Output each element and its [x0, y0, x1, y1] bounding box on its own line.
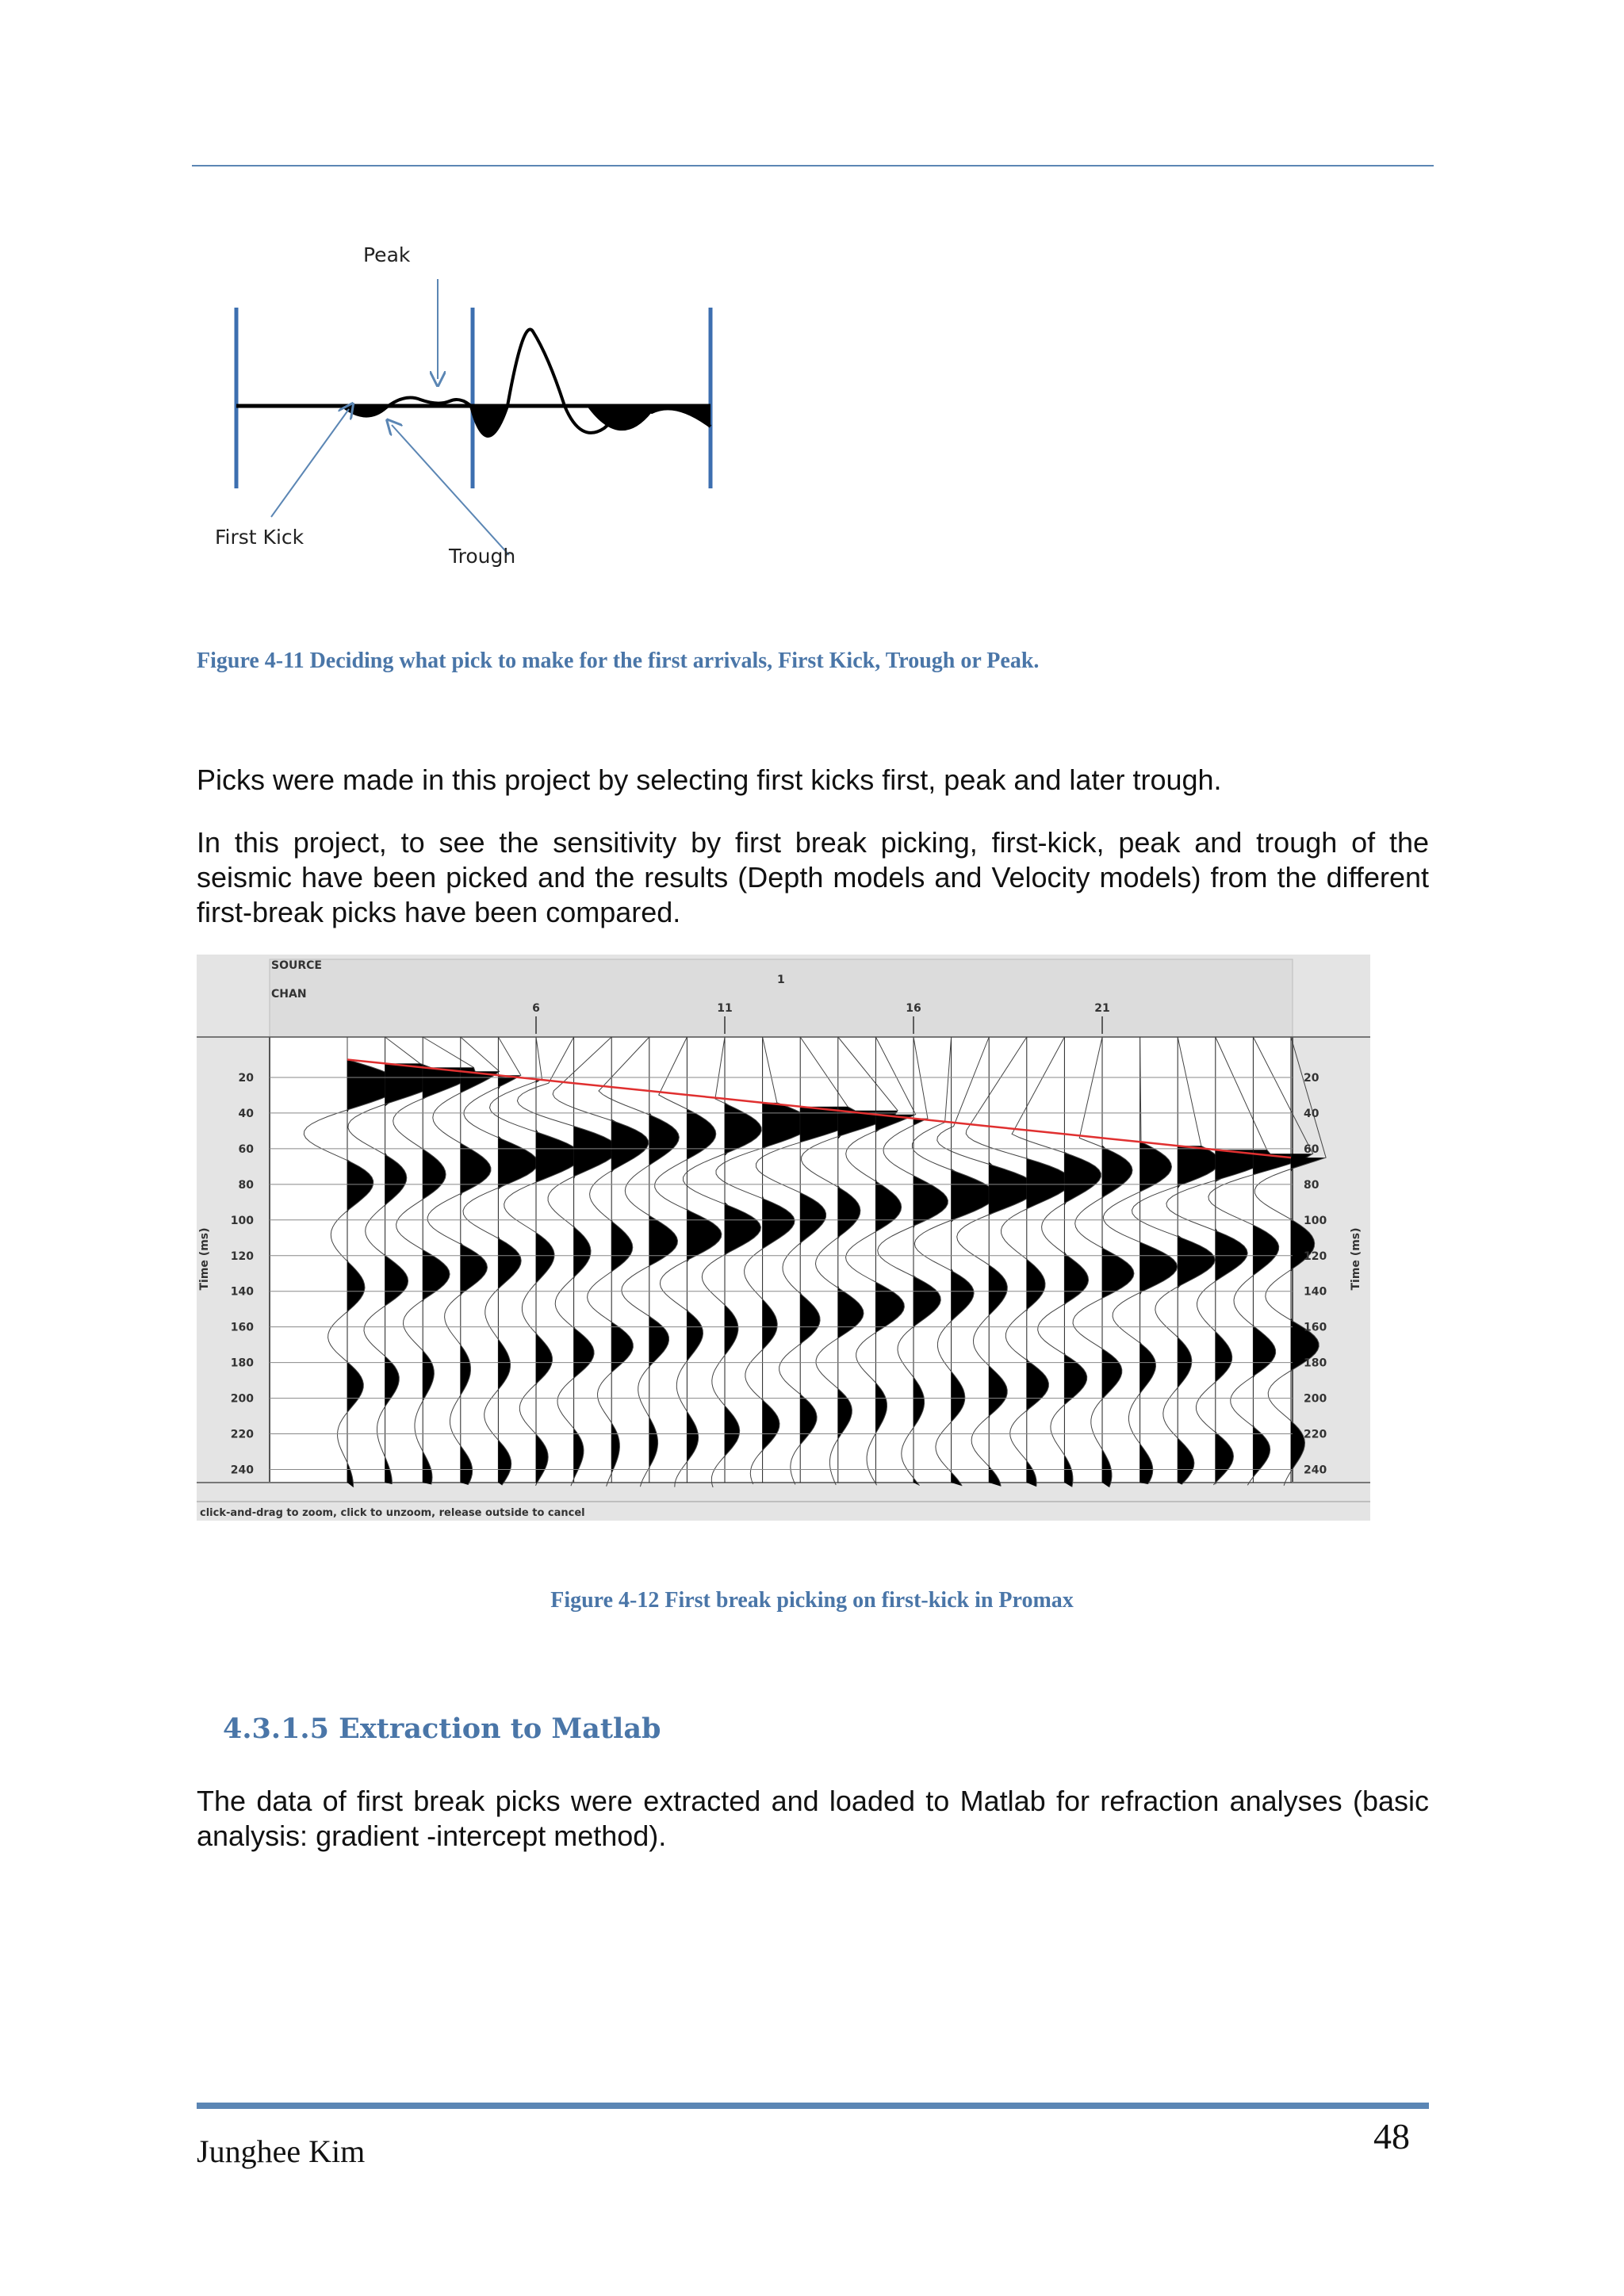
- figure-seismic-picking: [197, 955, 1370, 1521]
- time-tick-right: 180: [1304, 1357, 1327, 1370]
- paragraph-1: Picks were made in this project by selecting first kicks first, peak and later trough.: [197, 763, 1222, 796]
- time-tick-right: 60: [1304, 1142, 1320, 1156]
- time-tick-left: 40: [238, 1107, 254, 1120]
- chan-tick-label: 21: [1094, 1002, 1110, 1015]
- time-tick-right: 200: [1304, 1392, 1327, 1406]
- time-tick-right: 160: [1304, 1321, 1327, 1334]
- header-panel: [270, 959, 1293, 1037]
- label-peak: Peak: [363, 243, 411, 266]
- chan-tick-label: 16: [906, 1002, 921, 1015]
- seismic-plot: [197, 955, 1370, 1521]
- chan-label: CHAN: [271, 988, 307, 1001]
- time-tick-right: 80: [1304, 1178, 1320, 1192]
- footer-author: Junghee Kim: [197, 2133, 366, 2169]
- waveform-diagram: [208, 238, 723, 587]
- paragraph-3: The data of first break picks were extracted and loaded to Matlab for refraction analyses (basic analysis: gradient -intercept method).: [197, 1785, 1429, 1852]
- figure-4-11-caption: Figure 4-11 Deciding what pick to make for the first arrivals, First Kick, Trough or Peak.: [197, 649, 1040, 673]
- time-tick-left: 20: [238, 1071, 254, 1085]
- footer-rule: [197, 2103, 1429, 2109]
- time-tick-right: 40: [1304, 1107, 1320, 1120]
- page-number: 48: [1373, 2116, 1410, 2156]
- header-rule: [192, 165, 1434, 166]
- time-tick-left: 220: [230, 1428, 254, 1441]
- time-tick-left: 180: [230, 1357, 254, 1370]
- time-tick-right: 220: [1304, 1428, 1327, 1441]
- time-tick-left: 240: [230, 1464, 254, 1477]
- chan-tick-label: 11: [717, 1002, 733, 1015]
- paragraph-2: In this project, to see the sensitivity by first break picking, first-kick, peak and trough of the seismic have been picked and the results (Depth models and Velocity models) from the different first-break picks have been compared.: [197, 826, 1429, 928]
- time-tick-left: 80: [238, 1178, 254, 1192]
- time-tick-left: 200: [230, 1392, 254, 1406]
- source-value: 1: [777, 974, 785, 986]
- label-trough: Trough: [449, 545, 516, 568]
- time-axis-label-left: Time (ms): [198, 1227, 211, 1291]
- source-label: SOURCE: [271, 959, 322, 972]
- section-heading: 4.3.1.5 Extraction to Matlab: [223, 1712, 661, 1745]
- chan-tick-label: 6: [532, 1002, 540, 1015]
- label-first-kick: First Kick: [215, 526, 304, 549]
- time-tick-left: 60: [238, 1142, 254, 1156]
- time-tick-right: 240: [1304, 1464, 1327, 1477]
- time-tick-left: 100: [230, 1214, 254, 1227]
- figure-4-12-caption: Figure 4-12 First break picking on first-kick in Promax: [550, 1588, 1074, 1613]
- time-tick-left: 160: [230, 1321, 254, 1334]
- time-tick-left: 120: [230, 1249, 254, 1263]
- first-kick-arrow: [271, 409, 349, 517]
- time-tick-right: 20: [1304, 1071, 1320, 1085]
- trough-arrow: [392, 425, 509, 555]
- time-tick-left: 140: [230, 1285, 254, 1299]
- time-tick-right: 100: [1304, 1214, 1327, 1227]
- time-tick-right: 120: [1304, 1249, 1327, 1263]
- status-bar-text: click-and-drag to zoom, click to unzoom, release outside to cancel: [200, 1507, 585, 1519]
- time-axis-label-right: Time (ms): [1350, 1227, 1362, 1291]
- time-tick-right: 140: [1304, 1285, 1327, 1299]
- figure-first-arrival-diagram: [208, 238, 723, 587]
